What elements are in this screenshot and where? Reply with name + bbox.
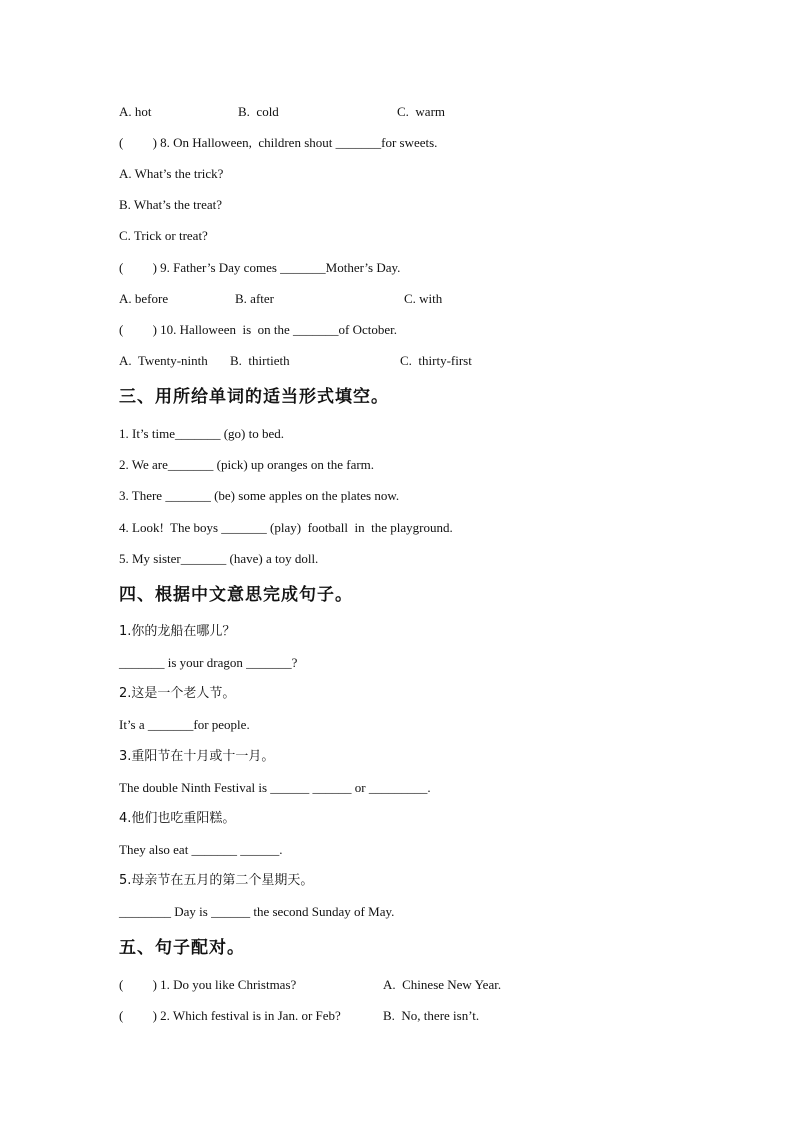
section5-heading: 五、句子配对。	[119, 938, 245, 958]
q10-question: ( ) 10. Halloween is on the _______of October.	[119, 322, 398, 337]
section4-heading: 四、根据中文意思完成句子。	[119, 585, 353, 605]
section4-item-5-chinese: 5.母亲节在五月的第二个星期天。	[119, 873, 314, 888]
section4-item-3-english: The double Ninth Festival is ______ ______ or _________.	[119, 780, 431, 795]
section4-item-2-english: It’s a _______for people.	[119, 717, 250, 732]
q9-option-a: A. before	[119, 291, 169, 306]
section4-item-5-english: ________ Day is ______ the second Sunday of May.	[119, 904, 395, 919]
section5-item-2-answer: B. No, there isn’t.	[383, 1008, 480, 1023]
section5-item-1-answer: A. Chinese New Year.	[383, 977, 502, 992]
q10-option-a: A. Twenty-ninth	[119, 353, 208, 368]
section5-item-2-question: ( ) 2. Which festival is in Jan. or Feb?	[119, 1008, 341, 1023]
q7-option-a: A. hot	[119, 104, 152, 119]
q9-option-c: C. with	[404, 291, 443, 306]
section4-item-4-english: They also eat _______ ______.	[119, 842, 283, 857]
section4-item-3-chinese: 3.重阳节在十月或十一月。	[119, 749, 275, 764]
q8-option-a: A. What’s the trick?	[119, 166, 224, 181]
section4-item-1-english: _______ is your dragon _______?	[119, 655, 298, 670]
q8-question: ( ) 8. On Halloween, children shout _______for sweets.	[119, 135, 438, 150]
q7-option-c: C. warm	[397, 104, 446, 119]
q10-option-c: C. thirty-first	[400, 353, 472, 368]
q7-option-b: B. cold	[238, 104, 279, 119]
section3-item-1: 1. It’s time_______ (go) to bed.	[119, 426, 285, 441]
section4-item-4-chinese: 4.他们也吃重阳糕。	[119, 811, 236, 826]
section3-item-3: 3. There _______ (be) some apples on the plates now.	[119, 488, 400, 503]
section3-item-5: 5. My sister_______ (have) a toy doll.	[119, 551, 319, 566]
section3-item-4: 4. Look! The boys _______ (play) football in the playground.	[119, 520, 453, 535]
q8-option-b: B. What’s the treat?	[119, 197, 223, 212]
section3-item-2: 2. We are_______ (pick) up oranges on the farm.	[119, 457, 375, 472]
section3-heading: 三、用所给单词的适当形式填空。	[119, 387, 389, 407]
section5-item-1-question: ( ) 1. Do you like Christmas?	[119, 977, 297, 992]
q9-question: ( ) 9. Father’s Day comes _______Mother’s Day.	[119, 260, 401, 275]
q8-option-c: C. Trick or treat?	[119, 228, 208, 243]
section4-item-1-chinese: 1.你的龙船在哪儿？	[119, 624, 236, 639]
section4-item-2-chinese: 2.这是一个老人节。	[119, 686, 236, 701]
q10-option-b: B. thirtieth	[230, 353, 290, 368]
q9-option-b: B. after	[235, 291, 274, 306]
